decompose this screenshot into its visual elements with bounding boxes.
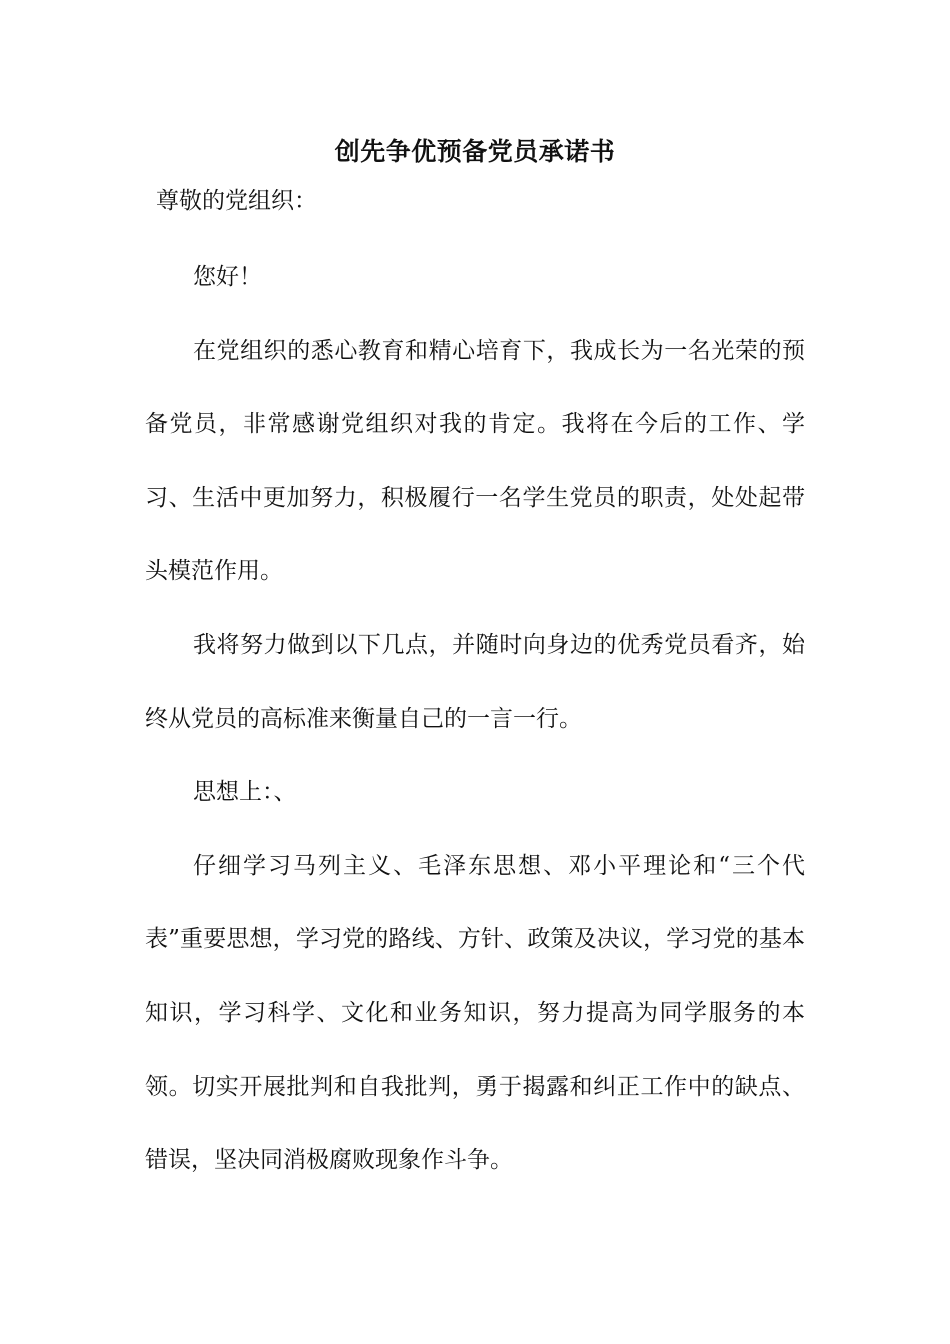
salutation: 尊敬的党组织： — [156, 188, 317, 214]
document-body — [145, 241, 805, 1198]
paragraph: 仔细学习马列主义、毛泽东思想、邓小平理论和“三个代表”重要思想，学习党的路线、方针、政策及决议，学习党的基本知识，学习科学、文化和业务知识，努力提高为同学服务的本领。切实开展批判和自我批判，勇于揭露和纠正工作中的缺点、错误，坚决同消极腐败现象作斗争。 — [145, 852, 805, 1174]
paragraph: 我将努力做到以下几点，并随时向身边的优秀党员看齐，始终从党员的高标准来衡量自己的一言一行。 — [145, 631, 805, 732]
paragraph-greeting: 您好！ — [193, 264, 262, 290]
section-heading-ideology: 思想上：、 — [193, 779, 297, 806]
document-title: 创先争优预备党员承诺书 — [334, 137, 616, 166]
paragraph: 在党组织的悉心教育和精心培育下，我成长为一名光荣的预备党员，非常感谢党组织对我的肯定。我将在今后的工作、学习、生活中更加努力，积极履行一名学生党员的职责，处处起带头模范作用。 — [145, 337, 805, 585]
